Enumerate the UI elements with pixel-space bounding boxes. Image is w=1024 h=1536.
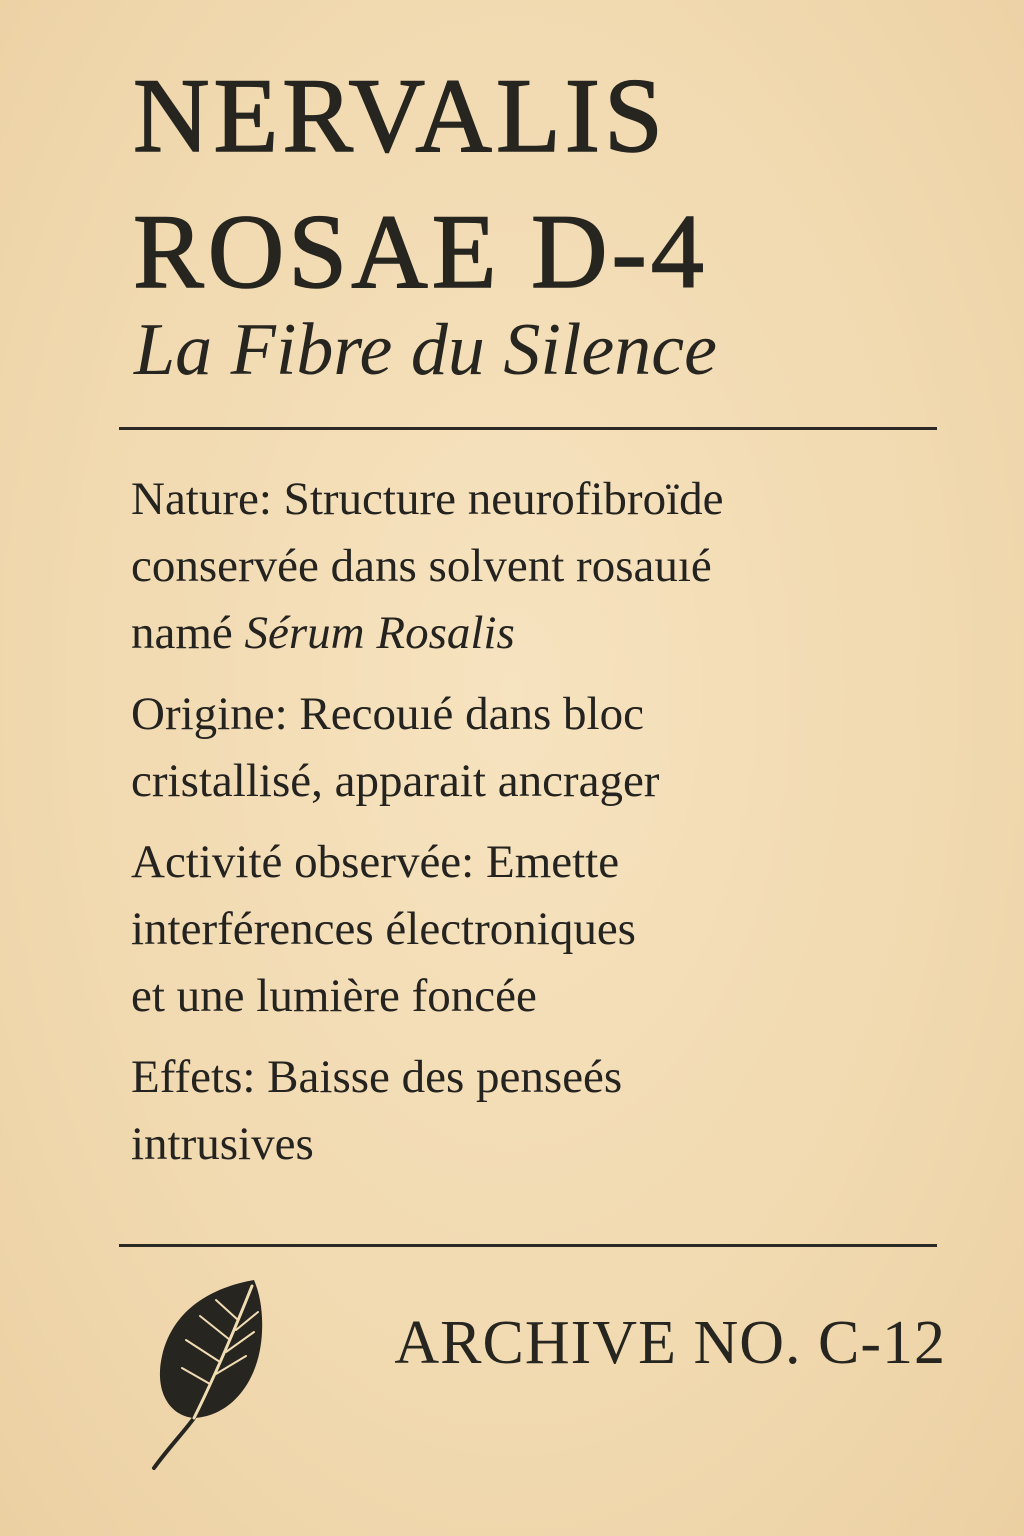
field-effets xyxy=(131,1044,961,1178)
nature-line-2: conservée dans solvent rosauıé xyxy=(131,540,712,592)
field-activite xyxy=(131,829,961,1030)
nature-line-3 xyxy=(131,600,961,667)
origine-line-2: cristallisé, apparait ancrager xyxy=(131,755,660,807)
nature-serum-name: Sérum Rosalis xyxy=(244,607,515,659)
effets-line-1: Effets: Baisse des penseés xyxy=(131,1051,623,1103)
origine-line-1: Origine: Recouıé dans bloc xyxy=(131,688,644,740)
activite-line-1: Activité observée: Emette xyxy=(131,836,620,888)
nature-line-1: Nature: Structure neurofibroïde xyxy=(131,473,724,525)
effets-line-2: intrusives xyxy=(131,1118,314,1170)
specimen-title xyxy=(133,48,708,320)
field-nature xyxy=(131,466,961,667)
nature-line-3-prefix: namé xyxy=(131,607,245,659)
top-divider xyxy=(119,427,937,430)
bottom-divider xyxy=(119,1244,937,1247)
activite-line-3: et une lumière foncée xyxy=(131,970,537,1022)
specimen-subtitle: La Fibre du Silence xyxy=(134,309,717,391)
title-line-1: NERVALIS xyxy=(133,57,667,174)
archive-number: ARCHIVE NO. C-12 xyxy=(394,1309,946,1377)
field-origine xyxy=(131,681,961,815)
activite-line-2: interférences électroniques xyxy=(131,903,636,955)
title-line-2: ROSAE D-4 xyxy=(133,193,708,310)
description-block xyxy=(131,466,961,1192)
leaf-icon xyxy=(150,1276,270,1476)
